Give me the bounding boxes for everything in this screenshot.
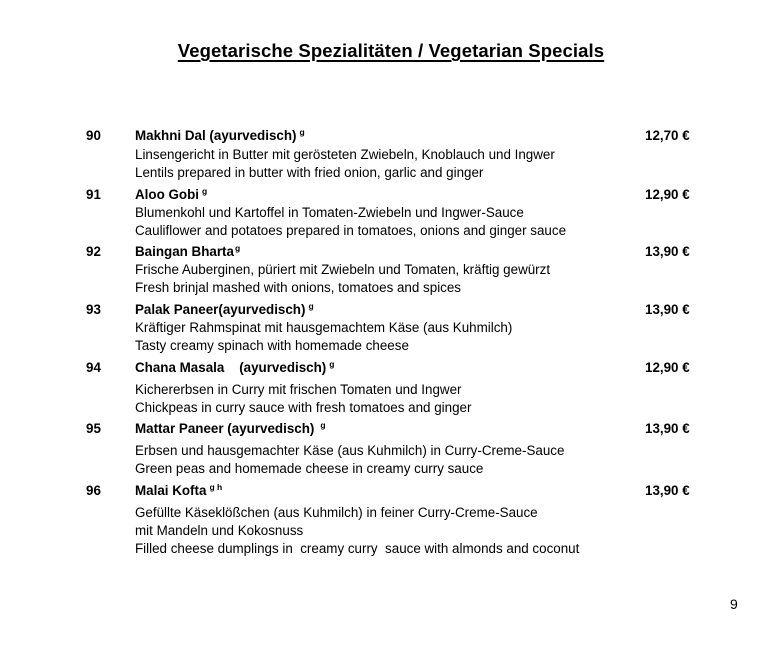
item-description-de: Frische Auberginen, püriert mit Zwiebeln und Tomaten, kräftig gewürzt [135, 262, 551, 277]
item-description-en: Green peas and homemade cheese in creamy curry sauce [135, 461, 484, 476]
item-description-de: Gefüllte Käseklößchen (aus Kuhmilch) in feiner Curry-Creme-Sauce [135, 505, 538, 520]
item-name-text: Baingan Bharta [135, 244, 234, 259]
item-name [135, 127, 305, 147]
item-price: 13,90 € [645, 302, 690, 317]
item-number: 91 [86, 187, 101, 202]
item-number: 93 [86, 302, 101, 317]
item-price: 13,90 € [645, 244, 690, 259]
item-description-en: Lentils prepared in butter with fried onion, garlic and ginger [135, 165, 484, 180]
item-description-de: Blumenkohl und Kartoffel in Tomaten-Zwiebeln und Ingwer-Sauce [135, 205, 524, 220]
item-name-text: Malai Kofta [135, 483, 207, 498]
item-price: 12,90 € [645, 360, 690, 375]
item-name [135, 186, 207, 206]
page-title: Vegetarische Spezialitäten / Vegetarian Specials [177, 40, 605, 61]
item-number: 92 [86, 244, 101, 259]
item-name-text: Makhni Dal (ayurvedisch) [135, 128, 297, 143]
allergen-code: g h [209, 482, 223, 492]
item-number: 94 [86, 360, 101, 375]
item-description-en: Cauliflower and potatoes prepared in tomatoes, onions and ginger sauce [135, 223, 567, 238]
item-price: 12,70 € [645, 128, 690, 143]
item-number: 90 [86, 128, 101, 143]
item-name-text: Chana Masala (ayurvedisch) [135, 360, 327, 375]
item-description-de: Kichererbsen in Curry mit frischen Tomaten und Ingwer [135, 382, 462, 397]
allergen-code: g [308, 301, 314, 311]
item-name [135, 420, 326, 440]
allergen-code: g [234, 243, 241, 253]
item-name [135, 243, 240, 263]
item-name [135, 301, 314, 321]
item-name [135, 359, 334, 379]
item-name-text: Aloo Gobi [135, 187, 199, 202]
page-number: 9 [730, 596, 738, 612]
allergen-code: g [329, 359, 335, 369]
item-description-en: Filled cheese dumplings in creamy curry sauce with almonds and coconut [135, 541, 580, 556]
item-name-text: Palak Paneer(ayurvedisch) [135, 302, 306, 317]
item-description-de: Kräftiger Rahmspinat mit hausgemachtem Käse (aus Kuhmilch) [135, 320, 513, 335]
item-price: 13,90 € [645, 421, 690, 436]
allergen-code: g [320, 420, 326, 430]
item-description-de: Linsengericht in Butter mit gerösteten Zwiebeln, Knoblauch und Ingwer [135, 147, 555, 162]
item-description-en: Fresh brinjal mashed with onions, tomatoes and spices [135, 280, 462, 295]
item-description-de-2: mit Mandeln und Kokosnuss [135, 523, 304, 538]
item-description-en: Chickpeas in curry sauce with fresh tomatoes and ginger [135, 400, 472, 415]
allergen-code: g [201, 186, 208, 196]
allergen-code: g [299, 127, 305, 137]
item-price: 12,90 € [645, 187, 690, 202]
item-name-text: Mattar Paneer (ayurvedisch) [135, 421, 315, 436]
item-number: 96 [86, 483, 101, 498]
item-number: 95 [86, 421, 101, 436]
item-description-en: Tasty creamy spinach with homemade cheese [135, 338, 409, 353]
item-description-de: Erbsen und hausgemachter Käse (aus Kuhmilch) in Curry-Creme-Sauce [135, 443, 565, 458]
item-price: 13,90 € [645, 483, 690, 498]
item-name [135, 482, 222, 502]
